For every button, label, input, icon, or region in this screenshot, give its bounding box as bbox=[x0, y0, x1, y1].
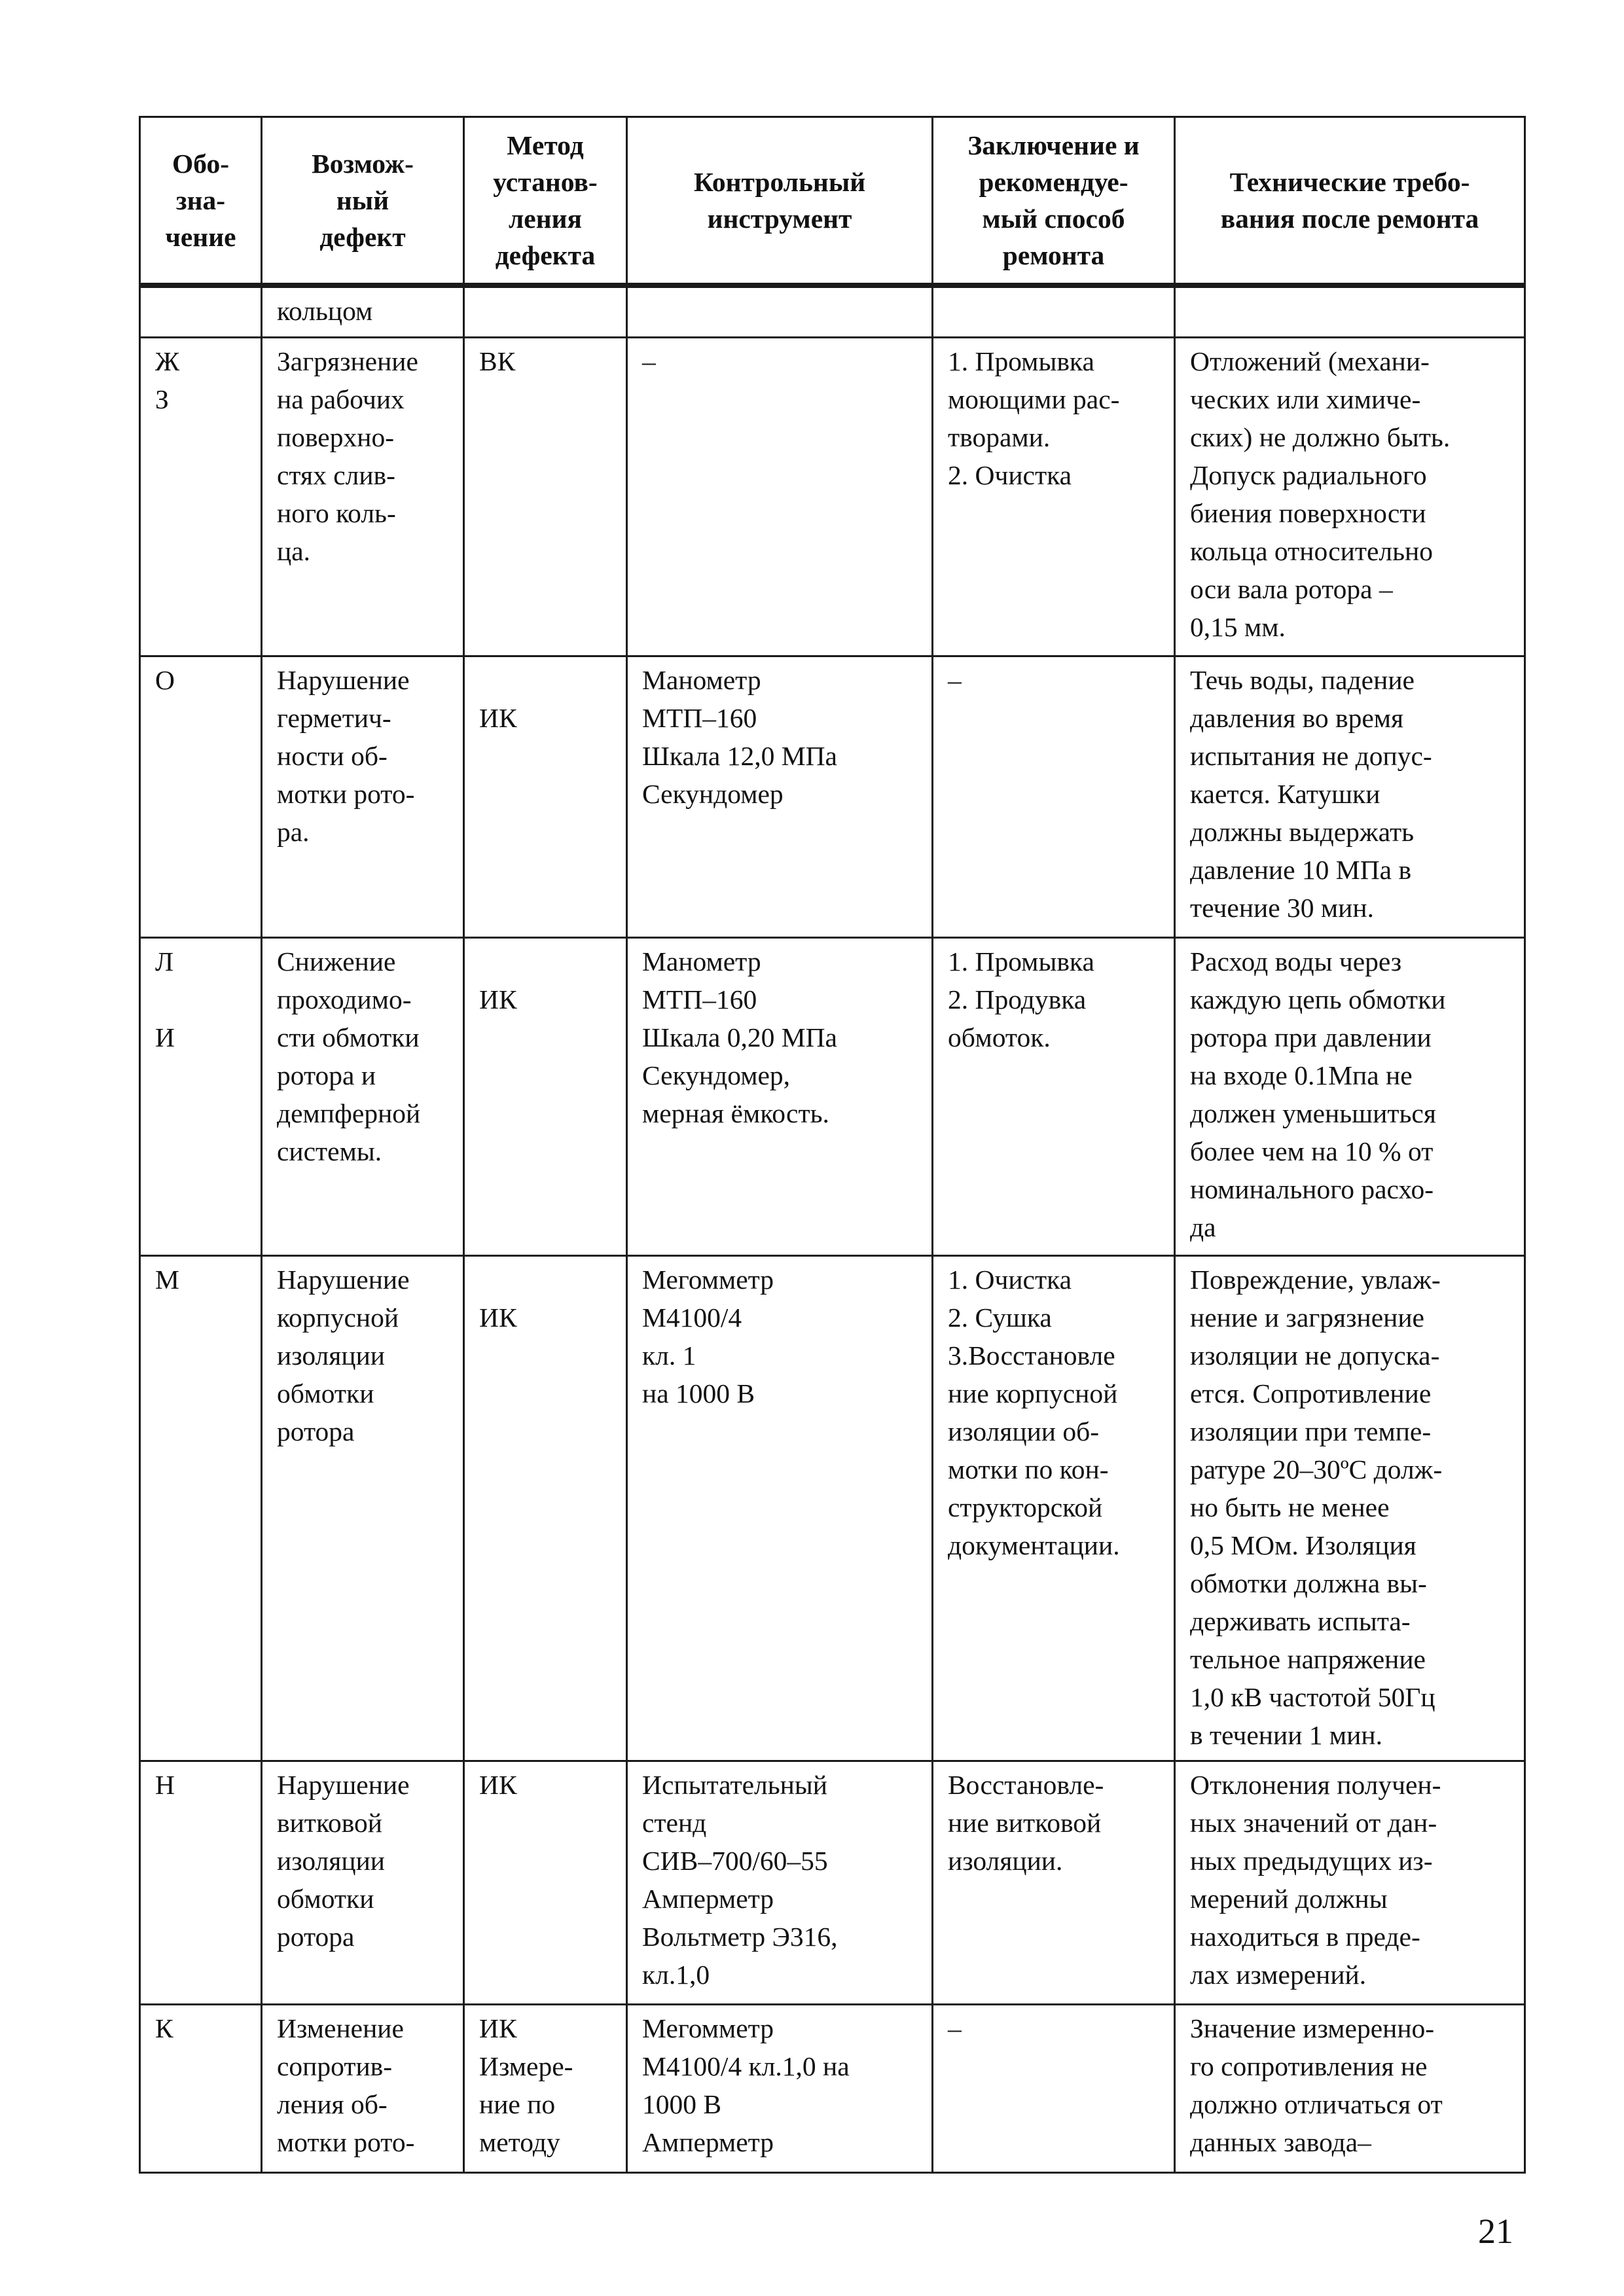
table-row bbox=[140, 938, 1525, 1256]
cell-method: ИК bbox=[464, 656, 627, 938]
cell-instrument bbox=[627, 285, 933, 338]
table-row bbox=[140, 338, 1525, 656]
header-detection-method: Метод установ- ления дефекта bbox=[464, 117, 627, 285]
table-row bbox=[140, 285, 1525, 338]
cell-repair: 1. Промывка 2. Продувка обмоток. bbox=[933, 938, 1175, 1256]
header-row bbox=[140, 117, 1525, 285]
cell-designation bbox=[140, 285, 262, 338]
cell-requirements: Отклонения получен- ных значений от дан- ных предыдущих из- мерений должны находиться в преде- лах измерений. bbox=[1175, 1761, 1525, 2005]
cell-requirements: Отложений (механи- ческих или химиче- ских) не должно быть. Допуск радиального биения поверхности кольца относительно оси вала ротора – 0,15 мм. bbox=[1175, 338, 1525, 656]
cell-instrument: – bbox=[627, 338, 933, 656]
cell-requirements: Повреждение, увлаж- нение и загрязнение изоляции не допуска- ется. Сопротивление изоляции при темпе- ратуре 20–30ºС долж- но быть не менее 0,5 МОм. Изоляция обмотки должна вы- держивать испыта- тельное напряжение 1,0 кВ частотой 50Гц в течении 1 мин. bbox=[1175, 1256, 1525, 1761]
cell-designation: Ж З bbox=[140, 338, 262, 656]
cell-instrument: Мегомметр М4100/4 кл. 1 на 1000 В bbox=[627, 1256, 933, 1761]
cell-repair bbox=[933, 285, 1175, 338]
header-technical-requirements: Технические требо- вания после ремонта bbox=[1175, 117, 1525, 285]
cell-requirements: Течь воды, падение давления во время испытания не допус- кается. Катушки должны выдержать давление 10 МПа в течение 30 мин. bbox=[1175, 656, 1525, 938]
cell-method bbox=[464, 285, 627, 338]
table-row bbox=[140, 656, 1525, 938]
cell-repair: Восстановле- ние витковой изоляции. bbox=[933, 1761, 1175, 2005]
cell-method: ИК Измере- ние по методу bbox=[464, 2005, 627, 2173]
cell-defect: Нарушение герметич- ности об- мотки рото- ра. bbox=[262, 656, 464, 938]
defects-table bbox=[139, 116, 1526, 2174]
table-row bbox=[140, 2005, 1525, 2173]
cell-repair: – bbox=[933, 656, 1175, 938]
cell-designation: Л И bbox=[140, 938, 262, 1256]
cell-method: ИК bbox=[464, 938, 627, 1256]
cell-requirements bbox=[1175, 285, 1525, 338]
cell-defect: Загрязнение на рабочих поверхно- стях слив- ного коль- ца. bbox=[262, 338, 464, 656]
cell-repair: 1. Промывка моющими рас- творами. 2. Очистка bbox=[933, 338, 1175, 656]
cell-designation: К bbox=[140, 2005, 262, 2173]
cell-requirements: Значение измеренно- го сопротивления не должно отличаться от данных завода– bbox=[1175, 2005, 1525, 2173]
table-header bbox=[140, 117, 1525, 285]
cell-defect: Изменение сопротив- ления об- мотки рото- bbox=[262, 2005, 464, 2173]
page-number: 21 bbox=[1478, 2212, 1513, 2251]
table-body bbox=[140, 285, 1525, 2173]
cell-repair: – bbox=[933, 2005, 1175, 2173]
cell-requirements: Расход воды через каждую цепь обмотки ротора при давлении на входе 0.1Мпа не должен уменьшиться более чем на 10 % от номинального расхо- да bbox=[1175, 938, 1525, 1256]
cell-designation: Н bbox=[140, 1761, 262, 2005]
cell-defect: Нарушение корпусной изоляции обмотки ротора bbox=[262, 1256, 464, 1761]
cell-repair: 1. Очистка 2. Сушка 3.Восстановле ние корпусной изоляции об- мотки по кон- структорской документации. bbox=[933, 1256, 1175, 1761]
cell-defect: Снижение проходимо- сти обмотки ротора и демпферной системы. bbox=[262, 938, 464, 1256]
cell-defect: Нарушение витковой изоляции обмотки ротора bbox=[262, 1761, 464, 2005]
cell-instrument: Манометр МТП–160 Шкала 12,0 МПа Секундомер bbox=[627, 656, 933, 938]
table-row bbox=[140, 1761, 1525, 2005]
header-control-instrument: Контрольный инструмент bbox=[627, 117, 933, 285]
header-conclusion-repair: Заключение и рекомендуе- мый способ ремонта bbox=[933, 117, 1175, 285]
cell-method: ИК bbox=[464, 1256, 627, 1761]
table-row bbox=[140, 1256, 1525, 1761]
cell-instrument: Манометр МТП–160 Шкала 0,20 МПа Секундомер, мерная ёмкость. bbox=[627, 938, 933, 1256]
cell-instrument: Испытательный стенд СИВ–700/60–55 Амперметр Вольтметр Э316, кл.1,0 bbox=[627, 1761, 933, 2005]
header-possible-defect: Возмож- ный дефект bbox=[262, 117, 464, 285]
header-designation: Обо- зна- чение bbox=[140, 117, 262, 285]
cell-method: ИК bbox=[464, 1761, 627, 2005]
cell-designation: М bbox=[140, 1256, 262, 1761]
cell-method: ВК bbox=[464, 338, 627, 656]
cell-instrument: Мегомметр М4100/4 кл.1,0 на 1000 В Амперметр bbox=[627, 2005, 933, 2173]
cell-designation: О bbox=[140, 656, 262, 938]
cell-defect: кольцом bbox=[262, 285, 464, 338]
